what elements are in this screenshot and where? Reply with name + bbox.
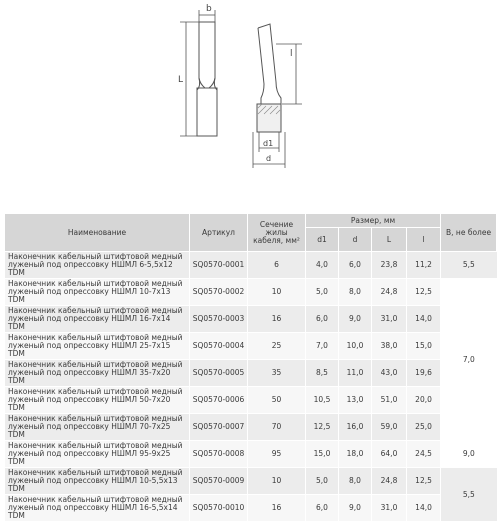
cell-d: 16,0 xyxy=(339,414,372,441)
cell-d: 10,0 xyxy=(339,333,372,360)
cell-d1: 6,0 xyxy=(306,306,339,333)
cell-article: SQ0570-0001 xyxy=(190,252,248,279)
cell-l: 20,0 xyxy=(407,387,441,414)
cell-section: 70 xyxy=(248,414,306,441)
cell-name: Наконечник кабельный штифтовой медный луженый под опрессовку НШМЛ 35-7х20 TDM xyxy=(5,360,190,387)
cell-d1: 10,5 xyxy=(306,387,339,414)
cell-article: SQ0570-0010 xyxy=(190,495,248,522)
table-row xyxy=(5,468,497,495)
header-section: Сечение жилы кабеля, мм² xyxy=(248,214,306,252)
cell-l: 11,2 xyxy=(407,252,441,279)
front-view xyxy=(197,22,217,136)
cell-b: 9,0 xyxy=(441,441,497,468)
cell-l: 25,0 xyxy=(407,414,441,441)
label-l-left: L xyxy=(178,75,184,85)
technical-drawing xyxy=(0,0,500,212)
cell-l: 19,6 xyxy=(407,360,441,387)
cell-d1: 15,0 xyxy=(306,441,339,468)
cell-article: SQ0570-0003 xyxy=(190,306,248,333)
table-row xyxy=(5,333,497,360)
cell-d: 9,0 xyxy=(339,306,372,333)
cell-L: 23,8 xyxy=(372,252,407,279)
cell-name: Наконечник кабельный штифтовой медный луженый под опрессовку НШМЛ 10-7х13 TDM xyxy=(5,279,190,306)
cell-article: SQ0570-0006 xyxy=(190,387,248,414)
table-row xyxy=(5,495,497,522)
cell-section: 10 xyxy=(248,468,306,495)
cell-article: SQ0570-0008 xyxy=(190,441,248,468)
cell-section: 35 xyxy=(248,360,306,387)
header-d: d xyxy=(339,228,372,252)
table-row xyxy=(5,441,497,468)
table-row xyxy=(5,252,497,279)
cell-L: 59,0 xyxy=(372,414,407,441)
cell-name: Наконечник кабельный штифтовой медный луженый под опрессовку НШМЛ 16-5,5х14 TDM xyxy=(5,495,190,522)
cell-section: 16 xyxy=(248,306,306,333)
label-d1: d1 xyxy=(263,139,274,148)
header-article: Артикул xyxy=(190,214,248,252)
cell-L: 24,8 xyxy=(372,279,407,306)
cell-name: Наконечник кабельный штифтовой медный луженый под опрессовку НШМЛ 6-5,5х12 TDM xyxy=(5,252,190,279)
side-view xyxy=(257,24,281,132)
table-row xyxy=(5,360,497,387)
cell-d: 13,0 xyxy=(339,387,372,414)
cell-name: Наконечник кабельный штифтовой медный луженый под опрессовку НШМЛ 70-7х25 TDM xyxy=(5,414,190,441)
table-row xyxy=(5,279,497,306)
table-row xyxy=(5,306,497,333)
cell-l: 14,0 xyxy=(407,306,441,333)
cell-article: SQ0570-0009 xyxy=(190,468,248,495)
cell-l: 15,0 xyxy=(407,333,441,360)
cell-d: 6,0 xyxy=(339,252,372,279)
cell-l: 12,5 xyxy=(407,468,441,495)
cell-article: SQ0570-0005 xyxy=(190,360,248,387)
cell-section: 25 xyxy=(248,333,306,360)
cell-article: SQ0570-0002 xyxy=(190,279,248,306)
table-row xyxy=(5,387,497,414)
cell-L: 64,0 xyxy=(372,441,407,468)
cell-L: 43,0 xyxy=(372,360,407,387)
header-size-group: Размер, мм xyxy=(306,214,441,228)
cell-d: 8,0 xyxy=(339,279,372,306)
cell-name: Наконечник кабельный штифтовой медный луженый под опрессовку НШМЛ 95-9х25 TDM xyxy=(5,441,190,468)
cell-name: Наконечник кабельный штифтовой медный луженый под опрессовку НШМЛ 50-7х20 TDM xyxy=(5,387,190,414)
cell-L: 31,0 xyxy=(372,306,407,333)
header-b: B, не более xyxy=(441,214,497,252)
cell-section: 6 xyxy=(248,252,306,279)
cell-section: 50 xyxy=(248,387,306,414)
cell-L: 51,0 xyxy=(372,387,407,414)
header-L: L xyxy=(372,228,407,252)
cell-article: SQ0570-0007 xyxy=(190,414,248,441)
cell-d1: 7,0 xyxy=(306,333,339,360)
cell-d: 18,0 xyxy=(339,441,372,468)
cell-l: 12,5 xyxy=(407,279,441,306)
cell-d1: 8,5 xyxy=(306,360,339,387)
label-b: b xyxy=(206,4,212,14)
cell-d1: 4,0 xyxy=(306,252,339,279)
cell-d1: 12,5 xyxy=(306,414,339,441)
dimension-l-right xyxy=(276,44,302,104)
cell-L: 31,0 xyxy=(372,495,407,522)
cell-d1: 6,0 xyxy=(306,495,339,522)
cell-name: Наконечник кабельный штифтовой медный луженый под опрессовку НШМЛ 16-7х14 TDM xyxy=(5,306,190,333)
cell-d1: 5,0 xyxy=(306,279,339,306)
cell-section: 10 xyxy=(248,279,306,306)
table-row xyxy=(5,414,497,441)
cell-b: 5,5 xyxy=(441,252,497,279)
cell-d1: 5,0 xyxy=(306,468,339,495)
cell-article: SQ0570-0004 xyxy=(190,333,248,360)
cell-b: 7,0 xyxy=(441,279,497,441)
cell-name: Наконечник кабельный штифтовой медный луженый под опрессовку НШМЛ 25-7х15 TDM xyxy=(5,333,190,360)
cell-L: 38,0 xyxy=(372,333,407,360)
cell-b: 5,5 xyxy=(441,468,497,522)
cell-l: 14,0 xyxy=(407,495,441,522)
specification-table xyxy=(4,213,497,522)
header-name: Наименование xyxy=(5,214,190,252)
cell-l: 24,5 xyxy=(407,441,441,468)
cell-name: Наконечник кабельный штифтовой медный луженый под опрессовку НШМЛ 10-5,5х13 TDM xyxy=(5,468,190,495)
cell-section: 95 xyxy=(248,441,306,468)
cell-L: 24,8 xyxy=(372,468,407,495)
cell-d: 9,0 xyxy=(339,495,372,522)
label-d: d xyxy=(266,154,272,163)
cell-d: 11,0 xyxy=(339,360,372,387)
label-l-right: l xyxy=(290,49,293,59)
header-l: l xyxy=(407,228,441,252)
cell-section: 16 xyxy=(248,495,306,522)
cell-d: 8,0 xyxy=(339,468,372,495)
header-d1: d1 xyxy=(306,228,339,252)
